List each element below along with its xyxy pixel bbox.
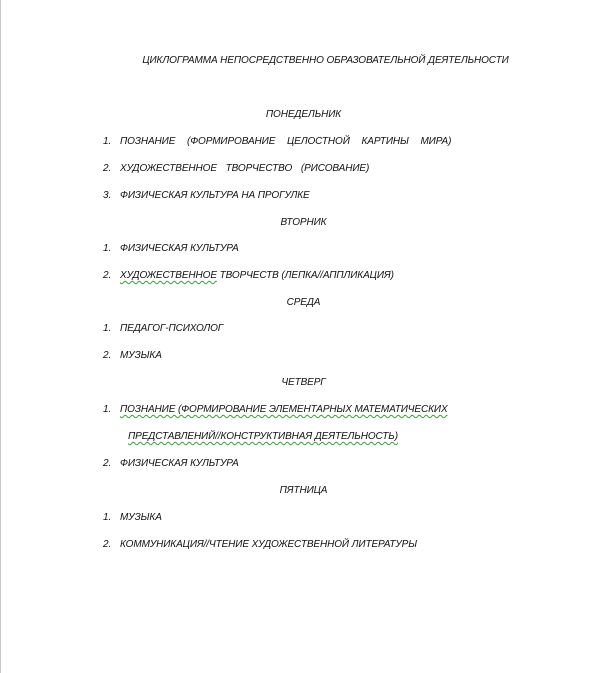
document-title: ЦИКЛОГРАММА НЕПОСРЕДСТВЕННО ОБРАЗОВАТЕЛЬНОЙ ДЕЯТЕЛЬНОСТИ bbox=[142, 55, 509, 66]
day-heading-wednesday: СРЕДА bbox=[286, 297, 321, 308]
list-item-number: 2. bbox=[103, 458, 112, 469]
list-item-number: 1. bbox=[103, 323, 112, 334]
list-item-text: ТВОРЧЕСТВ (ЛЕПКА//АППЛИКАЦИЯ) bbox=[216, 270, 394, 281]
day-heading-friday: ПЯТНИЦА bbox=[279, 485, 328, 496]
list-item bbox=[103, 404, 448, 415]
list-item-text: ПРЕДСТАВЛЕНИЙ//КОНСТРУКТИВНАЯ ДЕЯТЕЛЬНОСТЬ) bbox=[128, 431, 398, 442]
list-item-number: 2. bbox=[103, 350, 112, 361]
list-item-number: 1. bbox=[103, 512, 112, 523]
day-heading-tuesday: ВТОРНИК bbox=[280, 217, 327, 228]
list-item bbox=[103, 190, 310, 201]
list-item-number: 1. bbox=[103, 136, 112, 147]
list-item-number: 2. bbox=[103, 163, 112, 174]
list-item bbox=[103, 323, 223, 334]
list-item-text: ФИЗИЧЕСКАЯ КУЛЬТУРА bbox=[120, 243, 239, 254]
day-heading-thursday: ЧЕТВЕРГ bbox=[281, 377, 326, 388]
list-item-text: ХУДОЖЕСТВЕННОЕ ТВОРЧЕСТВО (РИСОВАНИЕ) bbox=[120, 163, 370, 174]
list-item bbox=[103, 350, 162, 361]
list-item bbox=[103, 243, 239, 254]
list-item bbox=[103, 539, 417, 550]
list-item-text: МУЗЫКА bbox=[120, 512, 162, 523]
list-item-text: ФИЗИЧЕСКАЯ КУЛЬТУРА bbox=[120, 458, 239, 469]
list-item-text: МУЗЫКА bbox=[120, 350, 162, 361]
list-item-number: 2. bbox=[103, 270, 112, 281]
list-item-text: ПОЗНАНИЕ (ФОРМИРОВАНИЕ ЦЕЛОСТНОЙ КАРТИНЫ МИРА) bbox=[120, 136, 452, 147]
list-item-text: ПЕДАГОГ-ПСИХОЛОГ bbox=[120, 323, 224, 334]
list-item-number: 2. bbox=[103, 539, 112, 550]
list-item-text: КОММУНИКАЦИЯ//ЧТЕНИЕ ХУДОЖЕСТВЕННОЙ ЛИТЕРАТУРЫ bbox=[120, 539, 418, 550]
list-item-continuation bbox=[128, 431, 398, 442]
list-item-number: 1. bbox=[103, 404, 112, 415]
list-item-text: ФИЗИЧЕСКАЯ КУЛЬТУРА НА ПРОГУЛКЕ bbox=[120, 190, 310, 201]
spellcheck-marked-word: ХУДОЖЕСТВЕННОЕ bbox=[120, 270, 217, 281]
list-item bbox=[103, 512, 162, 523]
list-item-number: 1. bbox=[103, 243, 112, 254]
list-item bbox=[103, 136, 451, 147]
list-item bbox=[103, 458, 239, 469]
page-left-border bbox=[0, 0, 1, 673]
list-item-number: 3. bbox=[103, 190, 112, 201]
list-item bbox=[103, 163, 369, 174]
day-heading-monday: ПОНЕДЕЛЬНИК bbox=[265, 109, 342, 120]
list-item-text: ПОЗНАНИЕ (ФОРМИРОВАНИЕ ЭЛЕМЕНТАРНЫХ МАТЕМАТИЧЕСКИХ bbox=[120, 404, 448, 415]
list-item bbox=[103, 270, 394, 281]
